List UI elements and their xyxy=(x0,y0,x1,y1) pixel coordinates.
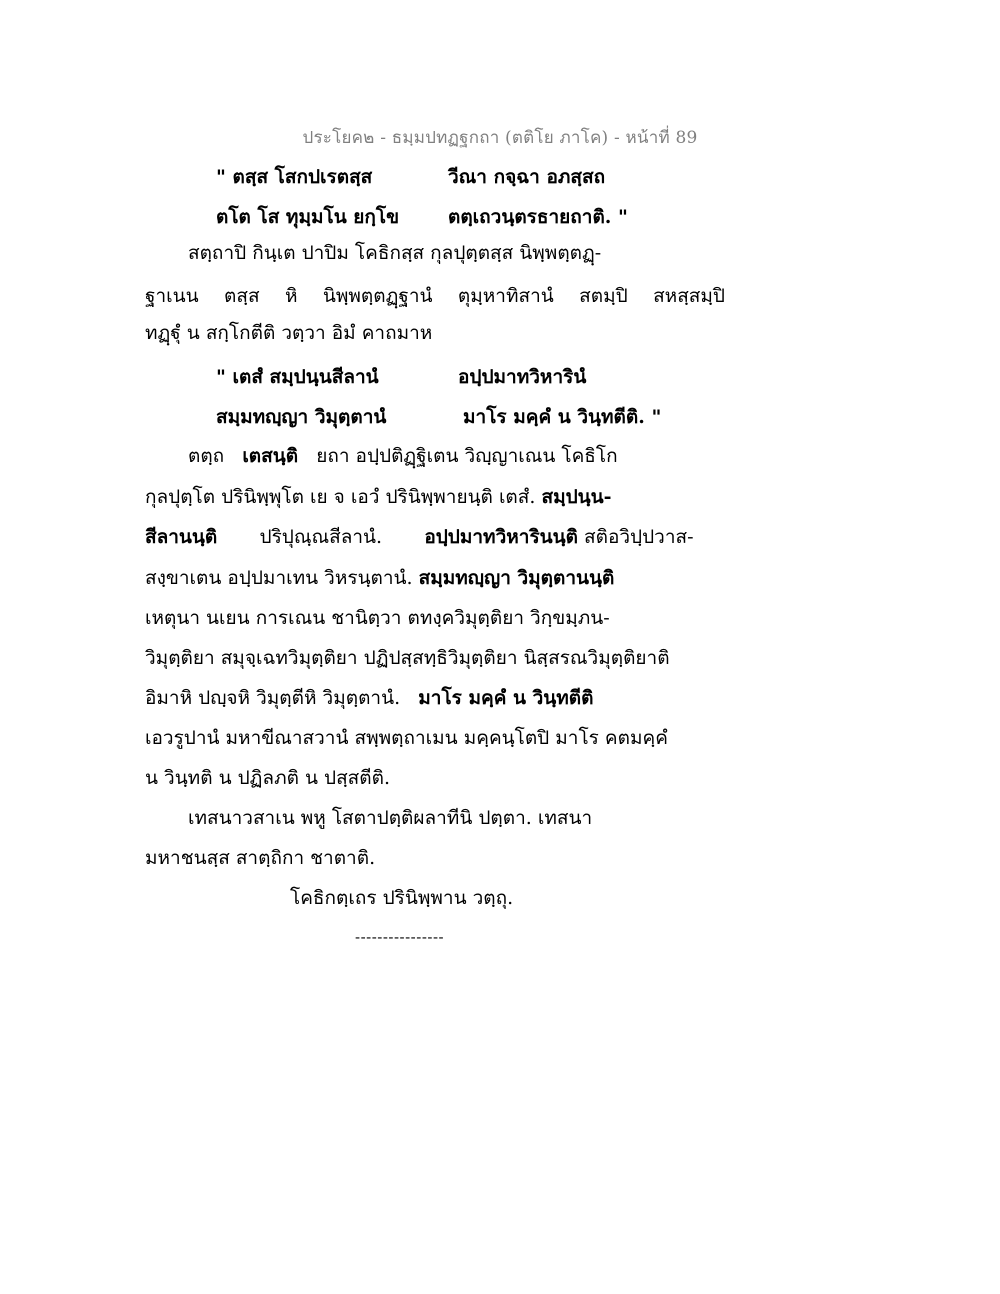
verse2-line1-left: " เตสํ สมฺปนฺนสีลานํ xyxy=(216,366,379,388)
text: ยถา อปฺปติฏฺฐิเตน วิญฺญาเณน โคธิโก xyxy=(316,445,618,467)
verse1-line1-right: วีณา กจฺฉา อภสฺสถ xyxy=(448,166,606,188)
term-tesanti: เตสนฺติ xyxy=(242,445,299,467)
term-silanan: สีลานนฺติ xyxy=(145,526,218,548)
term-maro: มาโร มคฺคํ น วินฺทตีติ xyxy=(418,687,594,709)
para2-line7 xyxy=(145,686,594,710)
verse2-line2-right: มาโร มคฺคํ น วินฺทตีติ. " xyxy=(463,406,662,428)
verse1-line2-right: ตตฺเถวนฺตรธายถาติ. " xyxy=(448,206,628,228)
para2-line6: วิมุตฺติยา สมุจฺเฉทวิมุตฺติยา ปฏิปสฺสทฺธิวิมุตฺติยา นิสฺสรณวิมุตฺติยาติ xyxy=(145,647,670,669)
separator-line: ---------------- xyxy=(355,928,445,946)
text: ปริปุณฺณสีลานํ. xyxy=(259,526,383,548)
text: อิมาหิ ปญฺจหิ วิมุตฺตีหิ วิมุตฺตานํ. xyxy=(145,687,401,709)
para2-line5: เหตุนา นเยน การเณน ชานิตฺวา ตทงฺควิมุตฺติยา วิกฺขมฺภน- xyxy=(145,607,610,629)
para2-line3 xyxy=(145,525,694,549)
verse2-line2-left: สมฺมทญฺญา วิมุตฺตานํ xyxy=(216,406,387,428)
text: กุลปุตฺโต ปรินิพฺพุโต เย จ เอวํ ปรินิพฺพายนฺติ เตสํ. xyxy=(145,486,536,508)
para1-line2: ฐาเนน ตสฺส หิ นิพฺพตฺตฏฺฐานํ ตุมฺหาทิสานํ สตมฺปิ สหสฺสมฺปิ xyxy=(145,285,725,307)
text: สติอวิปฺปวาส- xyxy=(584,526,694,548)
verse1-line1-left: " ตสฺส โสกปเรตสฺส xyxy=(216,166,373,188)
para1-line1: สตฺถาปิ กินฺเต ปาปิม โคธิกสฺส กุลปุตฺตสฺส นิพฺพตฺตฏฺ- xyxy=(188,242,602,264)
term-appamada: อปฺปมาทวิหารินนฺติ xyxy=(424,526,578,548)
para2-line4 xyxy=(145,566,614,590)
para2-line8: เอวรูปานํ มหาขีณาสวานํ สพฺพตฺถาเมน มคฺคนฺโตปิ มาโร คตมคฺคํ xyxy=(145,727,668,749)
verse2-line1-right: อปฺปมาทวิหารินํ xyxy=(458,366,587,388)
verse1-line2-left: ตโต โส ทุมฺมโน ยกฺโข xyxy=(216,206,400,228)
term-sampanna: สมฺปนฺน- xyxy=(541,486,612,508)
text: สงฺขาเตน อปฺปมาเทน วิหรนฺตานํ. xyxy=(145,567,413,589)
para2-line9: น วินฺทติ น ปฏิลภติ น ปสฺสตีติ. xyxy=(145,767,390,789)
para2-line1 xyxy=(188,444,618,468)
para3-line1: เทสนาวสาเน พหู โสตาปตฺติผลาทีนิ ปตฺตา. เทสนา xyxy=(188,807,593,829)
text: ตตฺถ xyxy=(188,445,225,467)
para2-line2 xyxy=(145,485,612,509)
page-header: ประโยค๒ - ธมฺมปทฏฐกถา (ตติโย ภาโค) - หน้าที่ 89 xyxy=(302,128,698,148)
para3-line2: มหาชนสฺส สาตฺถิกา ชาตาติ. xyxy=(145,847,376,869)
closing-title: โคธิกตฺเถร ปรินิพฺพาน วตฺถุ. xyxy=(290,887,514,909)
term-sammadanna: สมฺมทญฺญา วิมุตฺตานนฺติ xyxy=(418,567,615,589)
para1-line3: ทฏฺฐุํ น สกฺโกตีติ วตฺวา อิมํ คาถมาห xyxy=(145,322,433,344)
